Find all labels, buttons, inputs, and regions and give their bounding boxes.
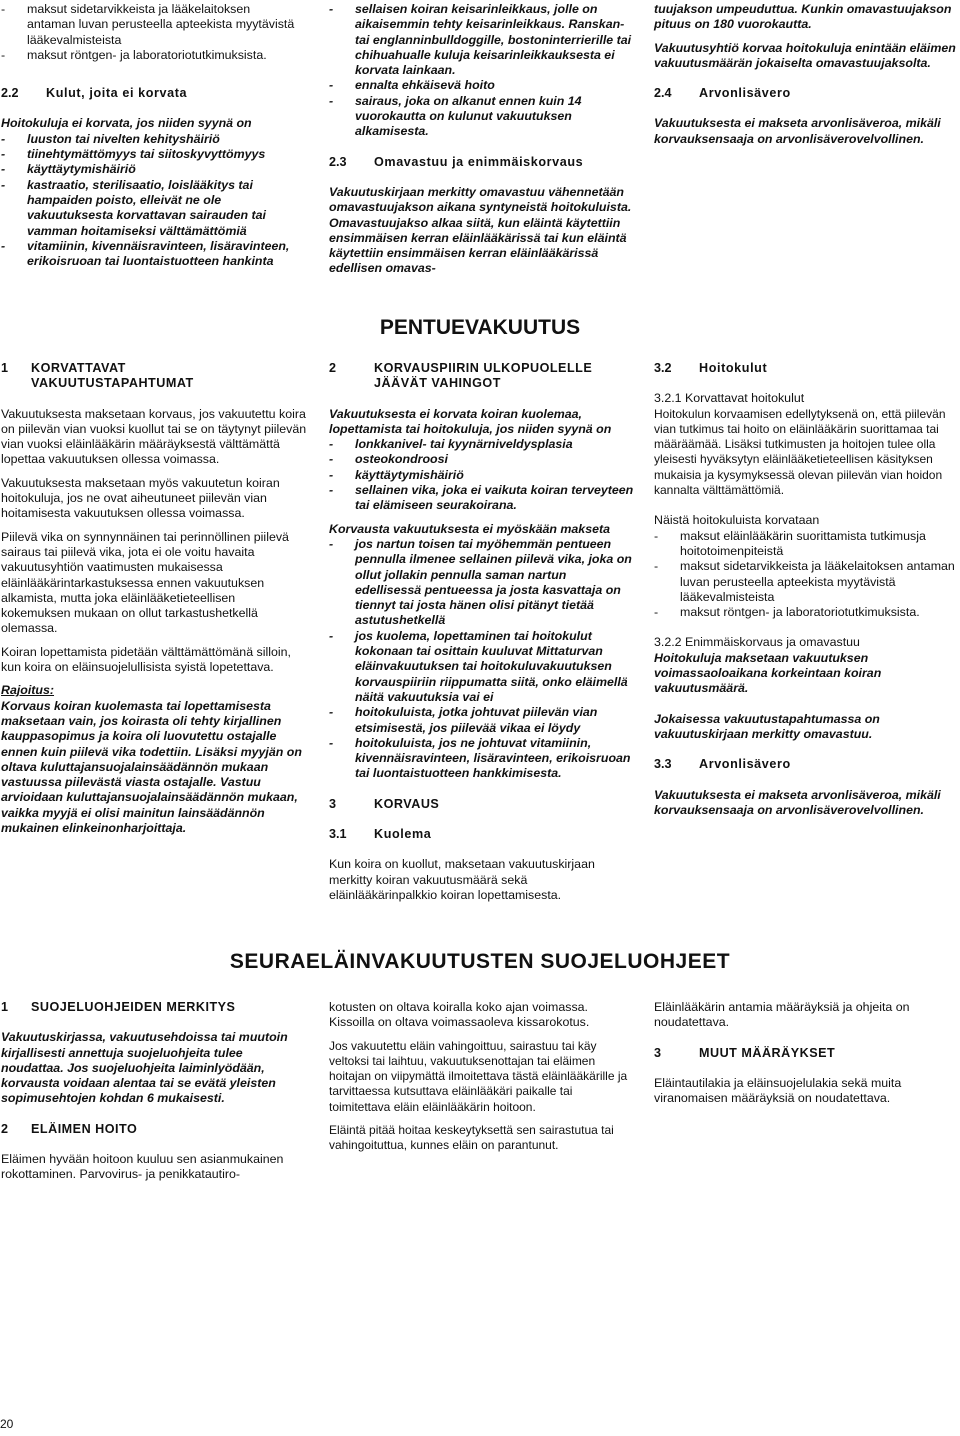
list-item: - käyttäytymishäiriö (329, 467, 464, 482)
list-item: - sairaus, joka on alkanut ennen kuin 14 vuorokautta on kulunut vakuutuksen alkamisesta. (329, 93, 582, 139)
suojelu-column-2 (329, 1000, 635, 1154)
paragraph: Eläinlääkärin antamia määräyksiä ja ohjeita on noudatettava. (654, 1000, 910, 1030)
page-number: 20 (0, 1417, 14, 1431)
section-heading: 2 ELÄIMEN HOITO (1, 1121, 138, 1136)
paragraph: Vakuutuksesta ei korvata koiran kuolemaa, lopettamista tai hoitokuluja, jos niiden syynä on (329, 406, 612, 436)
section-heading: 1 SUOJELUOHJEIDEN MERKITYS (1, 1000, 236, 1014)
section-heading: 2 KORVAUSPIIRIN ULKOPUOLELLE JÄÄVÄT VAHINGOT (329, 361, 593, 391)
paragraph: Näistä hoitokuluista korvataan (654, 513, 820, 528)
subheading: 3.2.2 Enimmäiskorvaus ja omavastuu (654, 635, 860, 650)
paragraph: Vakuutuksesta ei makseta arvonlisäveroa, mikäli korvauksensaaja on arvonlisäverovelvollinen. (654, 787, 941, 817)
list-item: - osteokondroosi (329, 452, 448, 467)
top-column-3 (654, 2, 960, 147)
paragraph: Korvaus koiran kuolemasta tai lopettamisesta maksetaan vain, jos koirasta oli tehty kirjallinen kauppasopimus ja koira oli luovutettu ostajalle ennen kuin piilevä vika todettiin. Lisäksi myyjän on oltava kuluttajansuojalainsäädännön mukaan vastuussa piilevästä viasta ostajalle. Vastuu arvioidaan kuluttajansuojalainsäädännön mukaan, vaikka myyjä ei olisi mainitun lainsäädännön mukainen elinkeinonharjoittaja. (1, 698, 302, 836)
paragraph: Jos vakuutettu eläin vahingoittuu, sairastuu tai käy veltoksi tai laihtuu, vakuutuksenottajan tai eläimen hoitajan on viipymättä ilmoitettava tästä eläinlääkärille ja tarvittaessa kutsuttava eläinlääkäri paikalle tai toimitettava eläin eläinlääkärin hoitoon. (329, 1038, 628, 1114)
paragraph: Hoitokuluja ei korvata, jos niiden syynä on (1, 116, 252, 131)
section-heading: 3.1 Kuolema (329, 827, 432, 842)
section-heading: 3 MUUT MÄÄRÄYKSET (654, 1045, 836, 1060)
pentue-column-2 (329, 361, 635, 903)
paragraph: kotusten on oltava koiralla koko ajan voimassa. Kissoilla on oltava voimassaoleva kissarokotus. (329, 1000, 590, 1030)
paragraph: Vakuutuskirjaan merkitty omavastuu vähennetään omavastuujakson aikana syntyneistä hoitokuluista. Omavastuujakso alkaa siitä, kun eläintä käytettiin ensimmäisen kerran eläinlääkärissä tai kun eläintä käytettiin ensimmäisen kerran eläinlääkärissä edellisen omavas- (329, 184, 632, 276)
rajoitus-label: Rajoitus: (1, 683, 55, 698)
list-item: - lonkkanivel- tai kyynärniveldysplasia (329, 437, 573, 452)
list-item: - sellaisen koiran keisarinleikkaus, jolle on aikaisemmin tehty keisarinleikkaus. Ranskan- tai englanninbulldoggille, bostoninterrierille tai chihuahualle kuluja keisarinleikkauksesta ei korvata lainkaan. (329, 2, 632, 78)
paragraph: Hoitokulun korvaamisen edellytyksenä on, että piilevän vian tutkimus tai hoito on eläinlääkärin suorittamaa tai määräämää. Lisäksi tutkimusten ja hoitojen tulee olla yleisesti hyväksytyn eläinlääketieteellisen käsityksen mukaisia ja kysymyksessä olevan piilevän vian hoidon kannalta välttämättömiä. (654, 406, 946, 498)
paragraph: Vakuutuskirjassa, vakuutusehdoissa tai muutoin kirjallisesti annettuja suojeluohjeita tulee noudattaa. Jos suojeluohjeita laiminlyödään, korvausta voidaan alentaa tai se evätä yleisten sopimusehtojen kohdan 6 mukaisesti. (1, 1030, 288, 1106)
paragraph: Eläintä pitää hoitaa keskeytyksettä sen sairastutua tai vahingoituttua, kunnes eläin on parantunut. (329, 1123, 614, 1153)
list-item: - tiinehtymättömyys tai siitoskyvyttömyys (1, 147, 266, 162)
paragraph: Vakuutuksesta maksetaan myös vakuutetun koiran hoitokuluja, jos ne ovat aiheutuneet piilevän vian hoitamisesta vakuutuksen ollessa voimassa. (1, 475, 280, 521)
paragraph: Eläintautilakia ja eläinsuojelulakia sekä muita viranomaisen määräyksiä on noudatettava. (654, 1075, 902, 1106)
paragraph: Vakuutuksesta ei makseta arvonlisäveroa, mikäli korvauksensaaja on arvonlisäverovelvollinen. (654, 116, 941, 146)
list-item: - käyttäytymishäiriö (1, 162, 136, 177)
paragraph: Koiran lopettamista pidetään välttämättömänä silloin, kun koira on eläinsuojelullisista syistä lopetettava. (1, 644, 291, 675)
list-item: - maksut röntgen- ja laboratoriotutkimuksista. (1, 47, 267, 62)
section-title-pentuevakuutus: PENTUEVAKUUTUS (379, 316, 581, 339)
top-column-2 (329, 2, 635, 277)
paragraph: Hoitokuluja maksetaan vakuutuksen voimassaoloaikana korkeintaan koiran vakuutusmäärä. (654, 650, 882, 696)
paragraph: Eläimen hyvään hoitoon kuuluu sen asianmukainen rokottaminen. Parvovirus- ja penikkatautiro- (1, 1152, 284, 1182)
list-item: - vitamiinin, kivennäisravinteen, lisäravinteen, erikoisruoan tai luontaistuotteen hankinta (1, 238, 290, 269)
paragraph: Korvausta vakuutuksesta ei myöskään makseta (329, 521, 610, 536)
section-title-suojeluohjeet: SEURAELÄINVAKUUTUSTEN SUOJELUOHJEET (229, 950, 731, 973)
list-item: - luuston tai nivelten kehityshäiriö (1, 131, 220, 146)
section-heading: 2.4 Arvonlisävero (654, 86, 791, 101)
paragraph: Vakuutusyhtiö korvaa hoitokuluja enintään eläimen vakuutusmäärän jokaiselta omavastuujaksolta. (654, 40, 956, 70)
section-heading: 2.2 Kulut, joita ei korvata (1, 86, 188, 101)
suojelu-column-1 (1, 1000, 307, 1183)
list-item: - kastraatio, sterilisaatio, loislääkitys tai hampaiden poisto, elleivät ne ole vakuutuksesta korvattavan sairauden tai vamman hoitamiseksi välttämättömiä (1, 177, 266, 238)
suojelu-column-3 (654, 1000, 960, 1106)
paragraph: Piilevä vika on synnynnäinen tai perinnöllinen piilevä sairaus tai piilevä vika, jota ei ole voitu havaita vakuutusyhtiön vaatimusten mukaisessa eläinlääkärintarkastuksessa ennen vakuutuksen alkamista, mutta joka eläinlääketieteellisen kokemuksen mukaan on ollut tarkastushetkellä olemassa. (1, 529, 289, 636)
list-item: - hoitokuluista, jotka johtuvat piilevän vian etsimisestä, jos piilevää vikaa ei löydy (329, 705, 598, 735)
paragraph: tuujakson umpeuduttua. Kunkin omavastuujakson pituus on 180 vuorokautta. (654, 2, 952, 32)
list-item: - jos nartun toisen tai myöhemmän pentueen pennulla ilmenee sellainen piilevä vika, joka on ollut jollakin pennulla saman nartun edellisessä pentueessa ja josta kasvattaja on tiennyt tai josta hänen olisi pitänyt tietää astutushetkellä (329, 536, 632, 628)
section-heading: 3.3 Arvonlisävero (654, 757, 791, 772)
section-heading: 3.2 Hoitokulut (654, 361, 768, 375)
pentue-column-3 (654, 361, 960, 818)
list-item: - maksut sidetarvikkeista ja lääkelaitoksen antaman luvan perusteella apteekista myytävistä lääkevalmisteista (1, 2, 295, 47)
list-item: - hoitokuluista, jos ne johtuvat vitamiinin, kivennäisravinteen, lisäravinteen, erikoisruoan tai luontaistuotteen hankkimisesta. (329, 735, 631, 781)
list-item: - jos kuolema, lopettaminen tai hoitokulut kokonaan tai osittain kuuluvat Mittaturvan eläinvakuutuksen tai hoitokuluvakuutuksen korvauspiiriin riippumatta siitä, onko eläimellä näitä vakuutuksia vai ei (329, 628, 628, 704)
section-heading: 3 KORVAUS (329, 796, 440, 811)
pentue-column-1 (1, 361, 307, 836)
section-heading: 1 KORVATTAVAT VAKUUTUSTAPAHTUMAT (1, 361, 194, 391)
section-heading: 2.3 Omavastuu ja enimmäiskorvaus (329, 154, 584, 169)
list-item: - maksut eläinlääkärin suorittamista tutkimusja hoitotoimenpiteistä (654, 528, 926, 558)
paragraph: Vakuutuksesta maksetaan korvaus, jos vakuutettu koira on piilevän vian vuoksi kuollut tai se on täytynyt piilevän vian vuoksi eläinlääkärin määräyksestä välttämättä lopettaa vakuutuksen ollessa voimassa. (1, 406, 307, 467)
paragraph: Kun koira on kuollut, maksetaan vakuutuskirjaan merkitty koiran vakuutusmäärä sekä eläinlääkärinpalkkio koiran lopettamisesta. (329, 857, 595, 902)
list-item: - maksut röntgen- ja laboratoriotutkimuksista. (654, 605, 920, 620)
list-item: - maksut sidetarvikkeista ja lääkelaitoksen antaman luvan perusteella apteekista myytävistä lääkevalmisteista (654, 559, 955, 604)
paragraph: Jokaisessa vakuutustapahtumassa on vakuutuskirjaan merkitty omavastuu. (654, 711, 880, 741)
subheading: 3.2.1 Korvattavat hoitokulut (654, 391, 805, 406)
list-item: - ennalta ehkäisevä hoito (329, 78, 495, 93)
top-column-1 (1, 2, 301, 269)
list-item: - sellainen vika, joka ei vaikuta koiran terveyteen tai elämiseen seurakoirana. (329, 483, 634, 513)
